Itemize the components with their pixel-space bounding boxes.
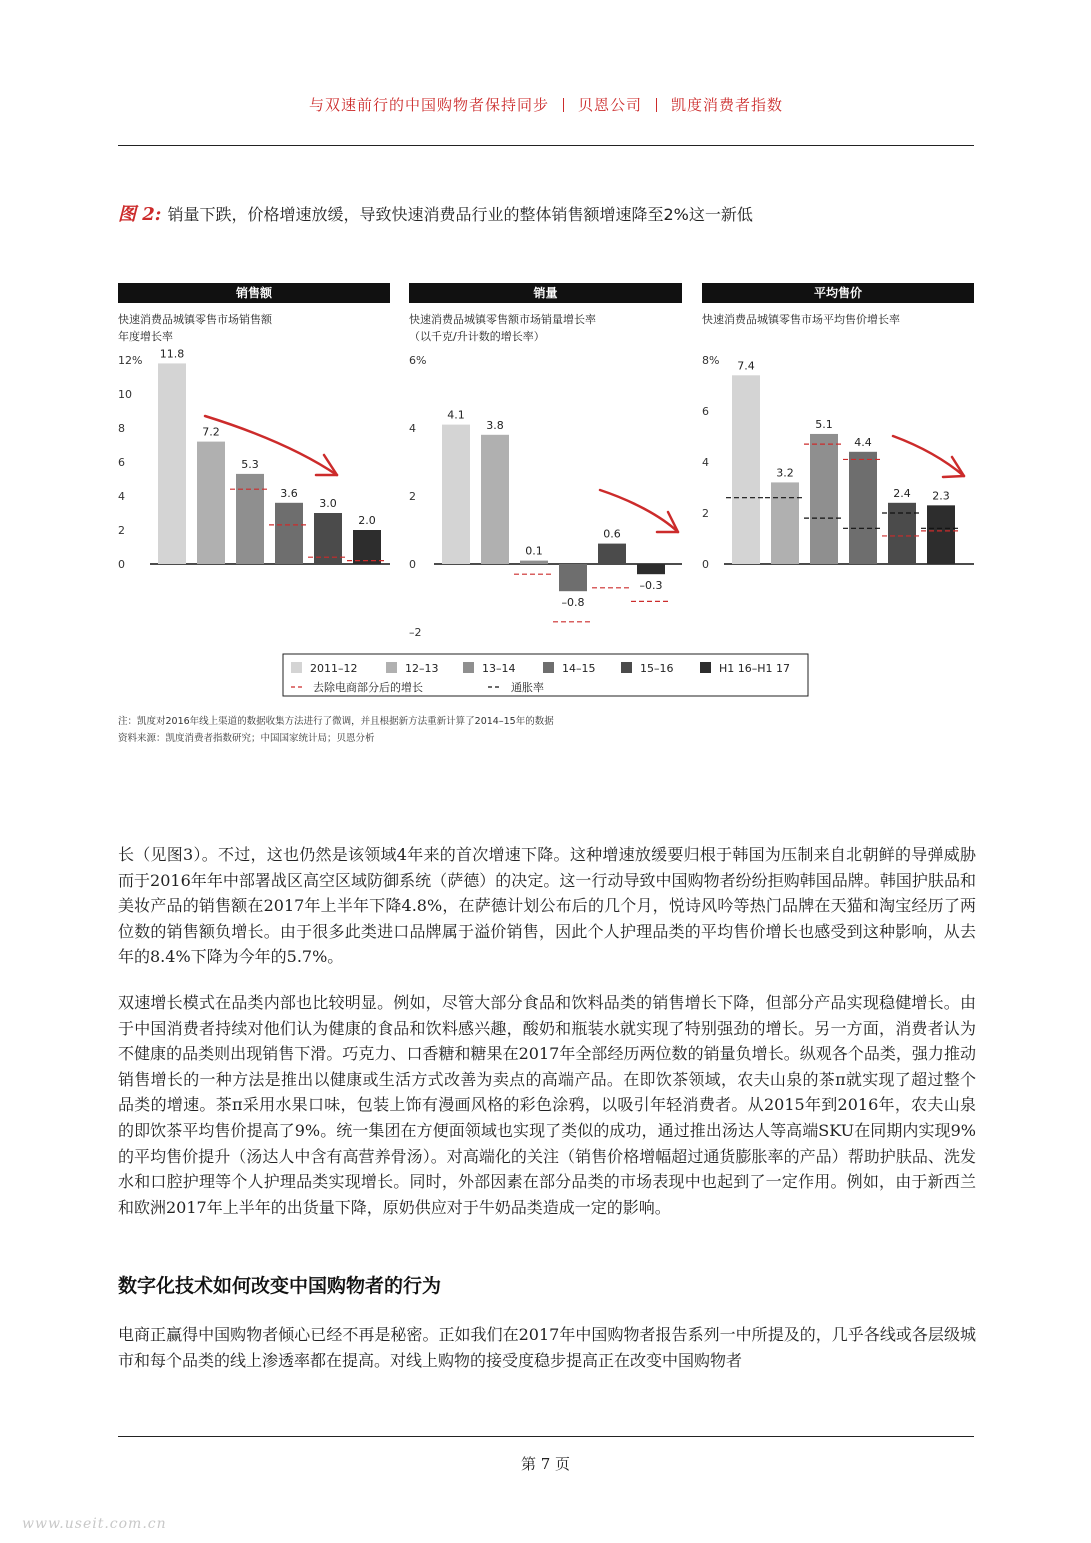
bar [520, 561, 548, 564]
bar [442, 425, 470, 564]
header-company: 贝恩公司 [577, 96, 642, 114]
panel-subtitle: 快速消费品城镇零售市场销售额 [118, 313, 272, 326]
legend-swatch [386, 662, 397, 673]
trend-arrow-icon [893, 436, 964, 476]
y-tick-label: 2 [702, 507, 709, 520]
bar [353, 530, 381, 564]
y-tick-label: 0 [409, 558, 416, 571]
data-label: 4.1 [447, 408, 465, 422]
data-label: 3.6 [280, 486, 298, 500]
bar [732, 375, 760, 564]
data-label: 11.8 [159, 347, 185, 361]
panel-title: 平均售价 [813, 286, 863, 300]
legend-label: H1 16–H1 17 [719, 662, 791, 675]
body-paragraph: 电商正赢得中国购物者倾心已经不再是秘密。正如我们在2017年中国购物者报告系列一中所提及的，几乎各线或各层级城市和每个品类的线上渗透率都在提高。对线上购物的接受度稳步提高正在改变中国购物者 [118, 1325, 976, 1370]
y-tick-label: 2 [409, 490, 416, 503]
watermark: www.useit.com.cn [22, 1516, 167, 1532]
data-label: 2.3 [932, 489, 950, 503]
y-tick-label: 2 [118, 524, 125, 537]
bar [637, 564, 665, 574]
figure-charts [0, 270, 1091, 700]
data-label: 0.6 [603, 527, 621, 541]
legend-swatch [291, 662, 302, 673]
bar [771, 482, 799, 564]
legend-excl-label: 去除电商部分后的增长 [313, 681, 423, 694]
trend-arrow-icon [600, 490, 678, 532]
y-tick-label: 4 [702, 456, 709, 469]
data-label: 4.4 [854, 435, 872, 449]
y-tick-label: 0 [702, 558, 709, 571]
legend-swatch [463, 662, 474, 673]
header-report-title: 与双速前行的中国购物者保持同步 [308, 96, 549, 114]
y-tick-label: –2 [409, 626, 422, 639]
data-label: 5.1 [815, 417, 833, 431]
bar [236, 474, 264, 564]
bar [314, 513, 342, 564]
legend-label: 12–13 [405, 662, 439, 675]
legend-label: 13–14 [482, 662, 516, 675]
figure-source: 资料来源：凯度消费者指数研究；中国国家统计局；贝恩分析 [118, 733, 375, 744]
y-tick-label: 6% [409, 354, 427, 367]
y-tick-label: 8 [118, 422, 125, 435]
data-label: –0.8 [561, 596, 585, 610]
panel-subtitle: （以千克/升计数的增长率） [409, 330, 545, 343]
body-paragraph: 双速增长模式在品类内部也比较明显。例如，尽管大部分食品和饮料品类的销售增长下降，但部分产品实现稳健增长。由于中国消费者持续对他们认为健康的食品和饮料感兴趣，酸奶和瓶装水就实现了特别强劲的增长。另一方面，消费者认为不健康的品类则出现销售下滑。巧克力、口香糖和糖果在2017年全部经历两位数的销量负增长。纵观各个品类，强力推动销售增长的一种方法是推出以健康或生活方式改善为卖点的高端产品。在即饮茶领域，农夫山泉的茶π就实现了超过整个品类的增速。茶π采用水果口味，包装上饰有漫画风格的彩色涂鸦，以吸引年轻消费者。从2015年到2016年，农夫山泉的即饮茶平均售价提高了9%。统一集团在方便面领域也实现了类似的成功，通过推出汤达人等高端SKU在同期内实现9%的平均售价提升（汤达人中含有高营养骨汤）。对高端化的关注（销售价格增幅超过通货膨胀率的产品）帮助护肤品、洗发水和口腔护理等个人护理品类实现增长。同时，外部因素在部分品类的市场表现中也起到了一定作用。例如，由于新西兰和欧洲2017年上半年的出货量下降，原奶供应对于牛奶品类造成一定的影响。 [118, 993, 976, 1217]
figure-title [118, 200, 753, 226]
legend-swatch [543, 662, 554, 673]
bar [158, 363, 186, 564]
header-divider [563, 98, 564, 112]
bar [888, 503, 916, 564]
figure-label: 图 2: [118, 204, 162, 225]
legend-swatch [621, 662, 632, 673]
bar [559, 564, 587, 591]
legend-inflation-label: 通胀率 [511, 681, 544, 694]
bar [197, 442, 225, 564]
figure-caption: 销量下跌，价格增速放缓，导致快速消费品行业的整体销售额增速降至2%这一新低 [167, 205, 753, 224]
data-label: 5.3 [241, 457, 259, 471]
y-tick-label: 10 [118, 388, 132, 401]
y-tick-label: 6 [118, 456, 125, 469]
data-label: 3.0 [319, 497, 337, 510]
y-tick-label: 6 [702, 405, 709, 418]
y-tick-label: 0 [118, 558, 125, 571]
data-label: 2.4 [893, 486, 911, 500]
footer-rule [118, 1436, 974, 1437]
bar [481, 435, 509, 564]
page-number: 第 7 页 [520, 1455, 571, 1473]
bar [275, 503, 303, 564]
data-label: 3.2 [776, 466, 794, 480]
bar [598, 544, 626, 564]
legend-swatch [700, 662, 711, 673]
panel-subtitle: 年度增长率 [118, 330, 173, 343]
panel-title: 销售额 [235, 286, 273, 300]
panel-subtitle: 快速消费品城镇零售额市场销量增长率 [409, 313, 596, 326]
panel-subtitle: 快速消费品城镇零售市场平均售价增长率 [702, 313, 900, 326]
figure-note: 注：凯度对2016年线上渠道的数据收集方法进行了微调，并且根据新方法重新计算了2014–15年的数据 [118, 716, 554, 727]
data-label: 2.0 [358, 514, 376, 527]
section-heading: 数字化技术如何改变中国购物者的行为 [118, 1275, 442, 1297]
panel-title: 销量 [533, 286, 558, 300]
data-label: 7.2 [202, 425, 220, 439]
legend-label: 2011–12 [310, 662, 358, 675]
bar [849, 452, 877, 564]
bar [810, 434, 838, 564]
data-label: –0.3 [639, 579, 663, 593]
y-tick-label: 12% [118, 354, 143, 367]
data-label: 7.4 [737, 359, 755, 373]
header-rule [118, 145, 974, 146]
y-tick-label: 4 [409, 422, 416, 435]
legend-label: 14–15 [562, 662, 596, 675]
data-label: 3.8 [486, 418, 504, 432]
bar [927, 505, 955, 564]
legend-label: 15–16 [640, 662, 674, 675]
running-header [118, 94, 974, 115]
body-paragraph: 长（见图3）。不过，这也仍然是该领域4年来的首次增速下降。这种增速放缓要归根于韩国为压制来自北朝鲜的导弹威胁而于2016年年中部署战区高空区域防御系统（萨德）的决定。这一行动导致中国购物者纷纷拒购韩国品牌。韩国护肤品和美妆产品的销售额在2017年上半年下降4.8%，在萨德计划公布后的几个月，悦诗风吟等热门品牌在天猫和淘宝经历了两位数的销售额负增长。由于很多此类进口品牌属于溢价销售，因此个人护理品类的平均售价增长也感受到这种影响，从去年的8.4%下降为今年的5.7%。 [118, 845, 976, 967]
y-tick-label: 4 [118, 490, 125, 503]
y-tick-label: 8% [702, 354, 720, 367]
header-divider [656, 98, 657, 112]
header-partner: 凯度消费者指数 [671, 96, 784, 114]
data-label: 0.1 [525, 544, 543, 558]
